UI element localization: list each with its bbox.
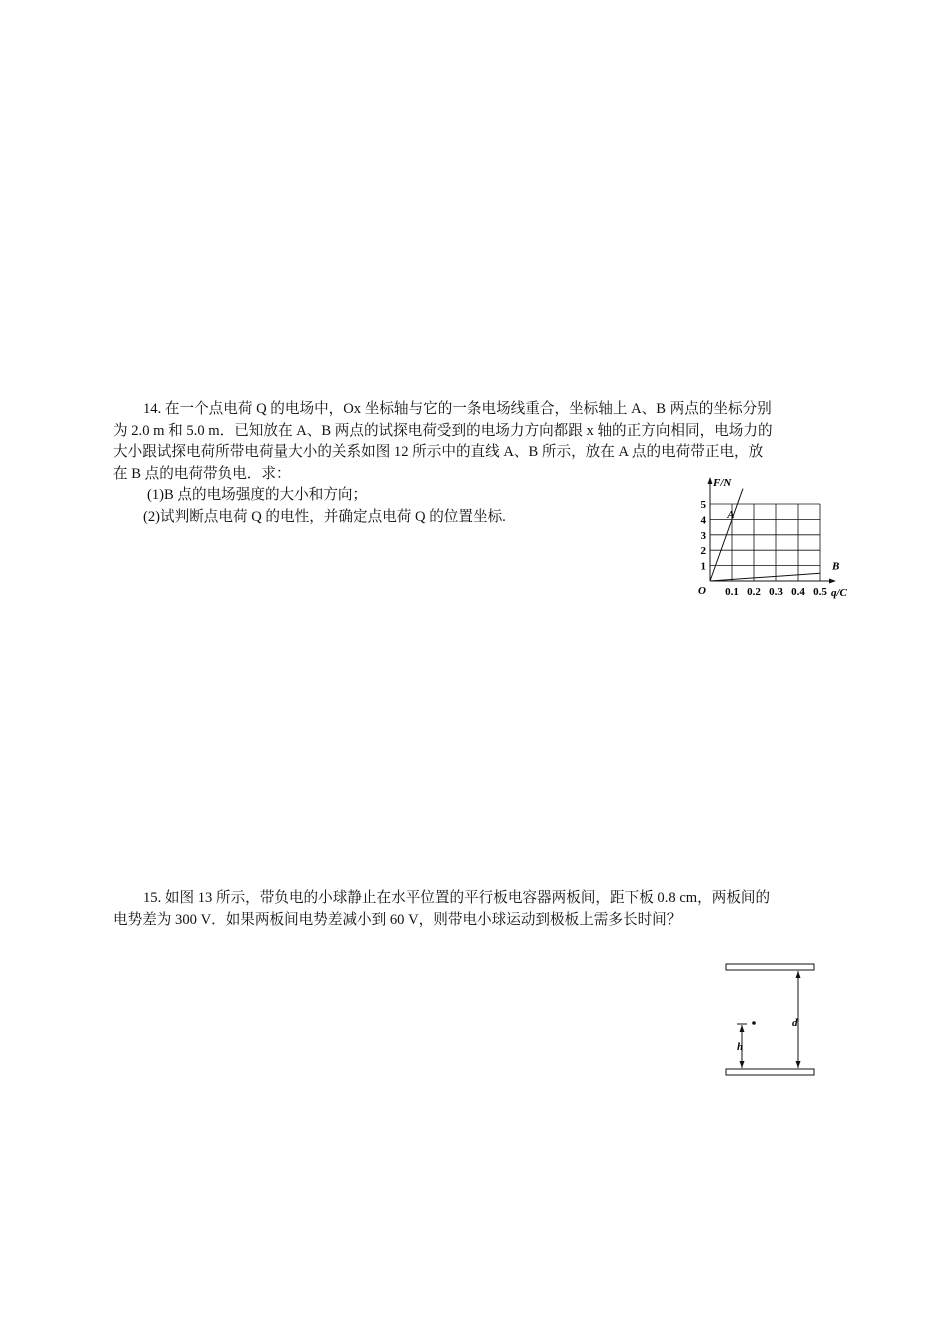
q14-subquestion-2: (2)试判断点电荷 Q 的电性，并确定点电荷 Q 的位置坐标. [143,509,506,525]
q14-line-1: 14. 在一个点电荷 Q 的电场中，Ox 坐标轴与它的一条电场线重合，坐标轴上 A、B 两点的坐标分别 [143,401,772,417]
upper-plate [726,964,814,970]
y-axis-label: F/N [713,477,732,489]
label-h: h [737,1041,744,1053]
x-tick-label: 0.2 [747,586,761,598]
y-tick-label: 5 [700,499,706,511]
q14-line-4: 在 B 点的电荷带负电．求： [113,465,291,482]
label-d: d [792,1017,798,1029]
question-15-text [113,888,850,931]
chart-axes [708,477,840,584]
q15-line-2: 电势差为 300 V．如果两板间电势差减小到 60 V，则带电小球运动到极板上需多长时间？ [113,911,682,928]
x-axis-arrow [829,579,836,584]
y-tick-label: 2 [700,545,706,558]
question-14-text [113,399,850,485]
y-tick-label: 3 [700,529,706,542]
q15-line-1: 15. 如图 13 所示，带负电的小球静止在水平位置的平行板电容器两板间，距下板 0.8 cm，两板间的 [143,890,771,906]
figure-12-force-charge-graph [695,474,865,602]
x-tick-label: 0.4 [791,586,805,598]
series-label-B: B [832,560,840,573]
x-tick-label: 0.5 [813,586,827,598]
series-line-B [710,573,820,581]
q14-subquestion-1: (1)B 点的电场强度的大小和方向； [147,487,368,503]
figure-13-capacitor-diagram [720,958,820,1082]
charged-ball [752,1021,756,1025]
y-tick-label: 1 [700,560,706,573]
origin-label: O [698,585,706,597]
q14-line-3: 大小跟试探电荷所带电荷量大小的关系如图 12 所示中的直线 A、B 所示，放在 A 点的电荷带正电，放 [113,444,764,460]
series-label-A: A [727,508,735,521]
tick-labels [701,499,828,598]
q14-line-2: 为 2.0 m 和 5.0 m．已知放在 A、B 两点的试探电荷受到的电场力方向都跟 x 轴的正方向相同，电场力的 [113,422,773,439]
lower-plate [726,1069,814,1075]
y-tick-label: 4 [700,514,706,527]
x-tick-label: 0.3 [769,586,783,598]
y-axis-arrow [708,477,713,484]
x-tick-label: 0.1 [725,586,739,598]
x-axis-label: q/C [831,587,847,599]
